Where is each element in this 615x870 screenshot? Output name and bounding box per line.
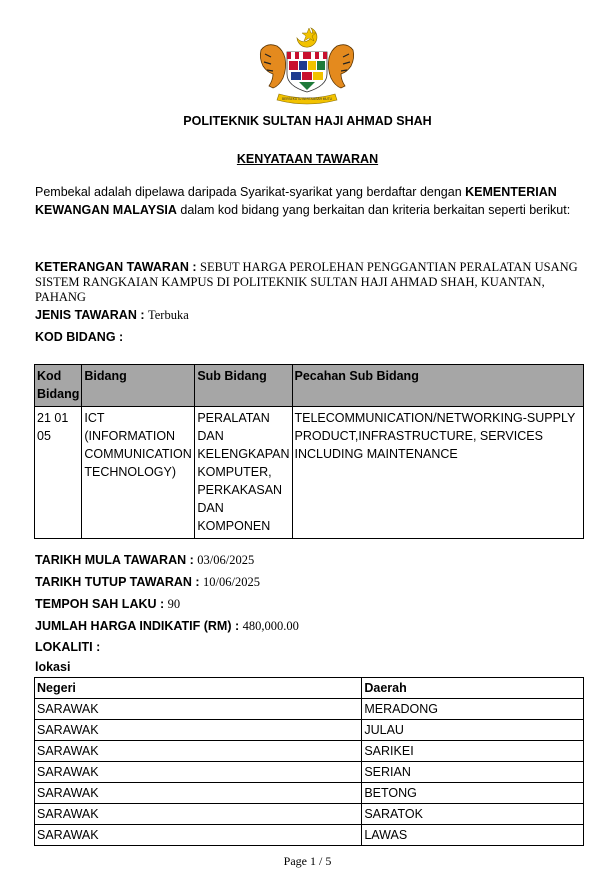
tarikh-tutup-label: TARIKH TUTUP TAWARAN : <box>35 575 204 589</box>
tempoh-value: 90 <box>167 597 181 611</box>
field-lokaliti <box>35 640 583 654</box>
table-row <box>35 762 584 783</box>
negeri-cell: SARAWAK <box>35 699 362 720</box>
table-row <box>35 407 584 539</box>
kod-header-kod: Kod Bidang <box>35 365 82 407</box>
kod-table-header-row <box>35 365 584 407</box>
kod-header-sub-bidang: Sub Bidang <box>195 365 292 407</box>
field-tarikh-mula <box>35 553 583 568</box>
table-row <box>35 720 584 741</box>
field-tempoh <box>35 597 583 612</box>
kod-bidang-table <box>34 364 584 539</box>
jenis-label: JENIS TAWARAN : <box>35 308 148 322</box>
intro-text-2: dalam kod bidang yang berkaitan dan kriteria berkaitan seperti berikut: <box>176 203 571 217</box>
field-tarikh-tutup <box>35 575 583 590</box>
keterangan-value: SEBUT HARGA PEROLEHAN PENGGANTIAN PERALATAN USANG SISTEM RANGKAIAN KAMPUS DI POLITEKNIK SULTAN HAJI AHMAD SHAH, KUANTAN, PAHANG <box>35 260 578 304</box>
intro-ministry: KEMENTERIAN KEWANGAN MALAYSIA <box>35 185 557 217</box>
negeri-cell: SARAWAK <box>35 762 362 783</box>
jenis-value: Terbuka <box>147 308 189 322</box>
pecahan-cell: TELECOMMUNICATION/NETWORKING-SUPPLY PRODUCT,INFRASTRUCTURE, SERVICES INCLUDING MAINTENANCE <box>292 407 584 539</box>
table-row <box>35 825 584 846</box>
tempoh-label: TEMPOH SAH LAKU : <box>35 597 168 611</box>
lokasi-header-row <box>35 678 584 699</box>
lokasi-header-daerah: Daerah <box>362 678 584 699</box>
daerah-cell: LAWAS <box>362 825 584 846</box>
field-keterangan <box>35 260 583 305</box>
crest-motto: BERSEKUTU BERTAMBAH MUTU <box>281 97 333 101</box>
tarikh-mula-label: TARIKH MULA TAWARAN : <box>35 553 198 567</box>
daerah-cell: SARATOK <box>362 804 584 825</box>
field-kod-bidang <box>35 330 583 344</box>
bidang-cell: ICT (INFORMATION COMMUNICATION TECHNOLOGY) <box>82 407 195 539</box>
negeri-cell: SARAWAK <box>35 720 362 741</box>
lokasi-label: lokasi <box>35 660 71 674</box>
daerah-cell: SERIAN <box>362 762 584 783</box>
malaysia-coat-of-arms-logo <box>255 24 359 112</box>
document-title-text: KENYATAAN TAWARAN <box>236 152 379 166</box>
jumlah-label: JUMLAH HARGA INDIKATIF (RM) : <box>35 619 243 633</box>
institution-title: POLITEKNIK SULTAN HAJI AHMAD SHAH <box>183 114 432 128</box>
kod-cell: 21 01 05 <box>35 407 82 539</box>
page-number: Page 1 / 5 <box>283 854 332 868</box>
tarikh-mula-value: 03/06/2025 <box>197 553 255 567</box>
daerah-cell: BETONG <box>362 783 584 804</box>
lokasi-header-negeri: Negeri <box>35 678 362 699</box>
table-row <box>35 741 584 762</box>
intro-text-1: Pembekal adalah dipelawa daripada Syarikat-syarikat yang berdaftar dengan <box>35 185 466 199</box>
daerah-cell: MERADONG <box>362 699 584 720</box>
negeri-cell: SARAWAK <box>35 783 362 804</box>
table-row <box>35 699 584 720</box>
kod-header-bidang: Bidang <box>82 365 195 407</box>
table-row <box>35 804 584 825</box>
lokaliti-label: LOKALITI : <box>35 640 101 654</box>
keterangan-label: KETERANGAN TAWARAN : <box>35 260 201 274</box>
intro-paragraph <box>35 183 583 219</box>
kod-bidang-label: KOD BIDANG : <box>35 330 124 344</box>
tarikh-tutup-value: 10/06/2025 <box>203 575 260 589</box>
field-jumlah <box>35 619 583 634</box>
daerah-cell: SARIKEI <box>362 741 584 762</box>
document-title <box>0 152 615 166</box>
lokasi-table <box>34 677 584 846</box>
negeri-cell: SARAWAK <box>35 741 362 762</box>
field-jenis <box>35 308 583 323</box>
negeri-cell: SARAWAK <box>35 804 362 825</box>
jumlah-value: 480,000.00 <box>242 619 299 633</box>
daerah-cell: JULAU <box>362 720 584 741</box>
kod-header-pecahan: Pecahan Sub Bidang <box>292 365 584 407</box>
table-row <box>35 783 584 804</box>
sub-bidang-cell: PERALATAN DAN KELENGKAPAN KOMPUTER, PERKAKASAN DAN KOMPONEN <box>195 407 292 539</box>
negeri-cell: SARAWAK <box>35 825 362 846</box>
